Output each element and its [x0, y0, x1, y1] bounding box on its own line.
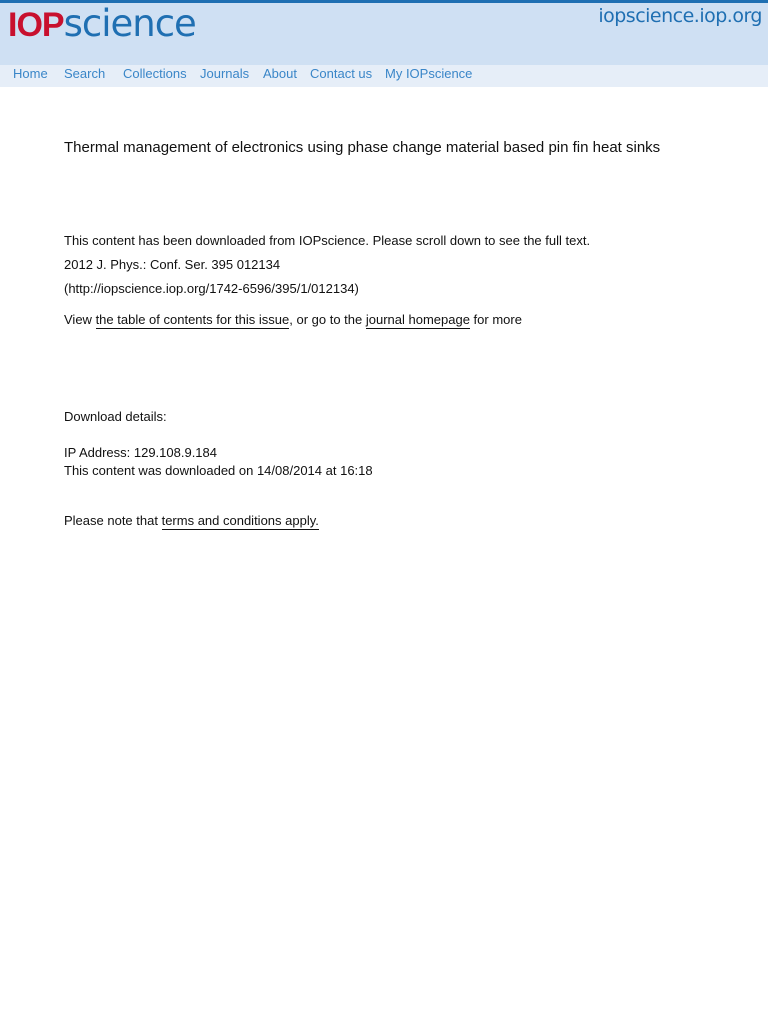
- article-title: Thermal management of electronics using phase change material based pin fin heat sinks: [64, 139, 661, 156]
- main-nav: [0, 65, 768, 87]
- terms-prefix: Please note that: [64, 513, 162, 528]
- download-timestamp: This content was downloaded on 14/08/2014 at 16:18: [64, 463, 373, 478]
- logo-iop-text: IOP: [8, 6, 64, 44]
- table-of-contents-link[interactable]: the table of contents for this issue: [95, 312, 290, 327]
- nav-contact-us[interactable]: Contact us: [310, 66, 373, 81]
- iopscience-logo[interactable]: [8, 2, 196, 45]
- view-suffix: for more: [469, 312, 522, 327]
- ip-address: IP Address: 129.108.9.184: [64, 445, 217, 460]
- citation: 2012 J. Phys.: Conf. Ser. 395 012134: [64, 257, 281, 272]
- site-header: [0, 0, 768, 65]
- journal-homepage-link[interactable]: journal homepage: [365, 312, 470, 327]
- nav-collections[interactable]: Collections: [123, 66, 187, 81]
- terms-and-conditions-link[interactable]: terms and conditions apply.: [161, 513, 319, 528]
- nav-search[interactable]: Search: [64, 66, 106, 81]
- view-prefix: View: [64, 312, 96, 327]
- download-details-heading: Download details:: [64, 409, 167, 424]
- view-links-line: [64, 312, 522, 328]
- nav-journals[interactable]: Journals: [200, 66, 250, 81]
- nav-my-iopscience[interactable]: My IOPscience: [385, 66, 473, 81]
- view-middle: , or go to the: [289, 312, 366, 327]
- article-url: (http://iopscience.iop.org/1742-6596/395/1/012134): [64, 281, 359, 296]
- terms-line: [64, 513, 319, 529]
- download-note: This content has been downloaded from IOPscience. Please scroll down to see the full text.: [64, 233, 591, 248]
- site-url-link[interactable]: iopscience.iop.org: [598, 5, 762, 27]
- nav-about[interactable]: About: [263, 66, 297, 81]
- logo-science-text: science: [63, 2, 196, 45]
- nav-home[interactable]: Home: [13, 66, 48, 81]
